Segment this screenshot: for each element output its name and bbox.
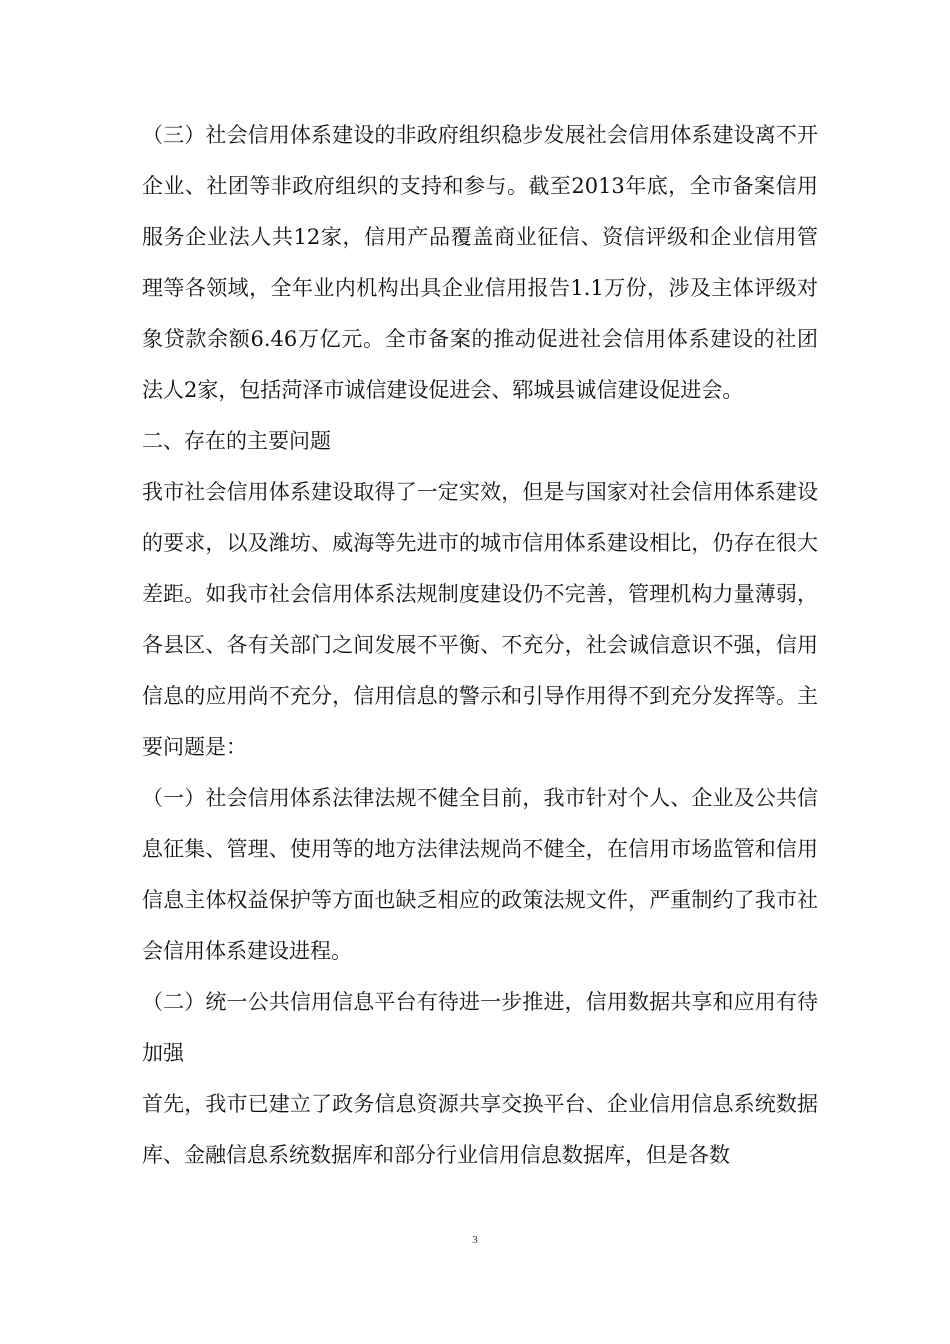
- paragraph-gap-summary: 我市社会信用体系建设取得了一定实效，但是与国家对社会信用体系建设的要求，以及潍坊、威海等先进市的城市信用体系建设相比，仍存在很大差距。如我市社会信用体系法规制度建设仍不完善，管理机构力量薄弱，各县区、各有关部门之间发展不平衡、不充分，社会诚信意识不强，信用信息的应用尚不充分，信用信息的警示和引导作用得不到充分发挥等。主要问题是：: [142, 480, 818, 759]
- subheading-credit-platform: （二）统一公共信用信息平台有待进一步推进，信用数据共享和应用有待加强: [142, 990, 818, 1065]
- page-number: 3: [472, 1234, 478, 1246]
- document-body: [142, 110, 818, 1181]
- section-heading-main-problems: 二、存在的主要问题: [142, 429, 331, 453]
- paragraph-laws-and-regulations: （一）社会信用体系法律法规不健全目前，我市针对个人、企业及公共信息征集、管理、使用等的地方法律法规尚不健全，在信用市场监管和信用信息主体权益保护等方面也缺乏相应的政策法规文件，严重制约了我市社会信用体系建设进程。: [142, 786, 818, 963]
- paragraph-non-government-organizations: （三）社会信用体系建设的非政府组织稳步发展社会信用体系建设离不开企业、社团等非政府组织的支持和参与。截至2013年底，全市备案信用服务企业法人共12家，信用产品覆盖商业征信、资信评级和企业信用管理等各领域，全年业内机构出具企业信用报告1.1万份，涉及主体评级对象贷款余额6.46万亿元。全市备案的推动促进社会信用体系建设的社团法人2家，包括菏泽市诚信建设促进会、郓城县诚信建设促进会。: [142, 123, 818, 402]
- paragraph-databases: 首先，我市已建立了政务信息资源共享交换平台、企业信用信息系统数据库、金融信息系统数据库和部分行业信用信息数据库，但是各数: [142, 1092, 818, 1167]
